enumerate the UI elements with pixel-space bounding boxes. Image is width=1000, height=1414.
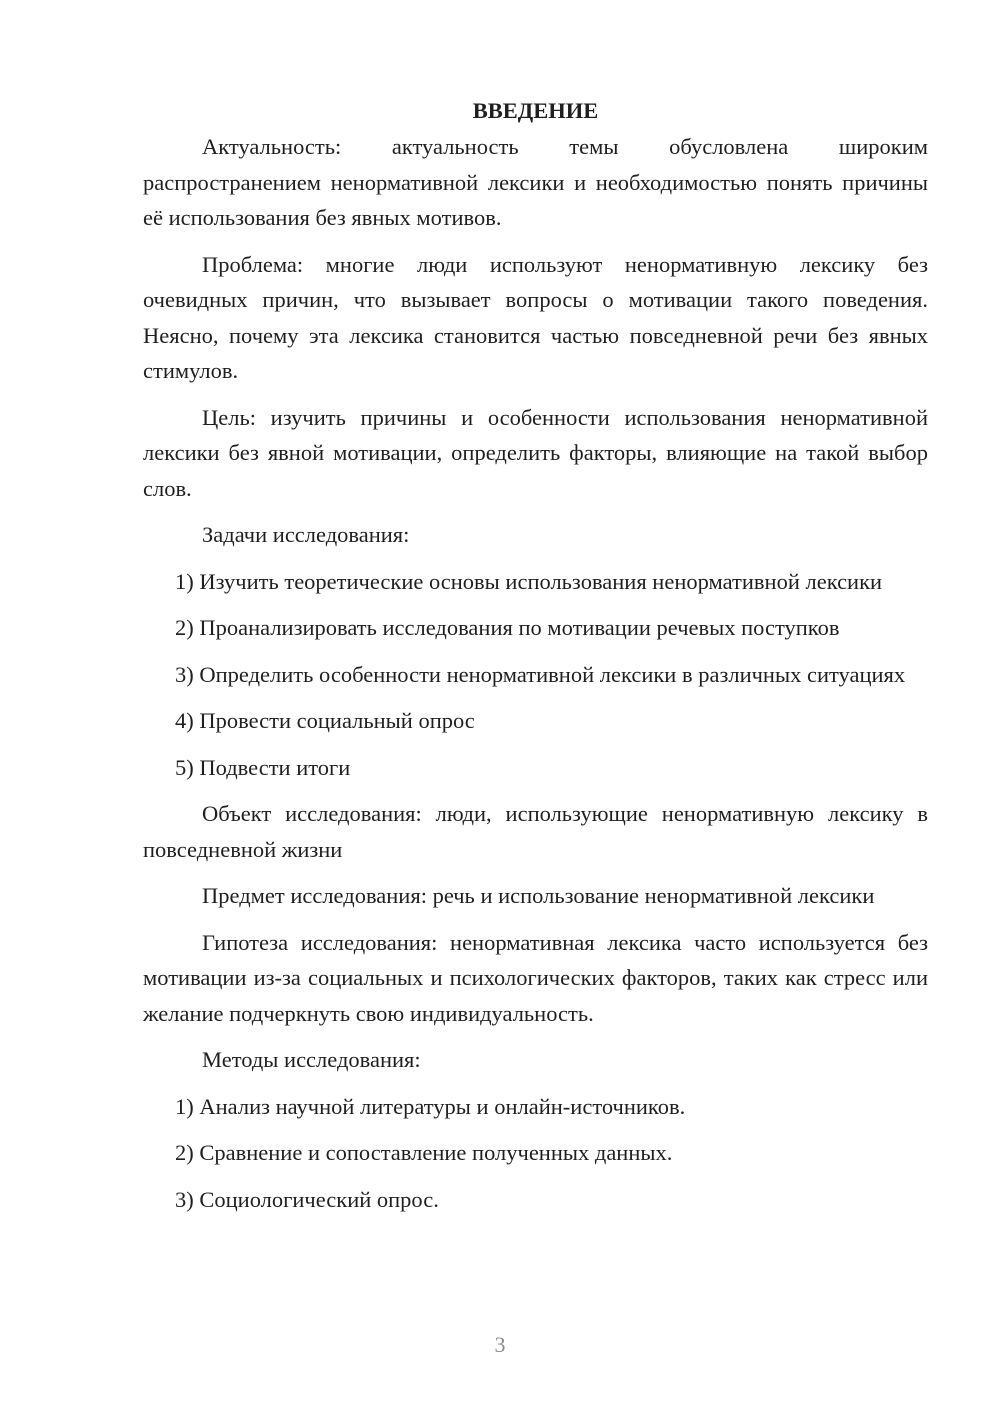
hypothesis-paragraph: Гипотеза исследования: ненормативная лексика часто используется без мотивации из-за социальных и психологических факторов, таких как стресс или желание подчеркнуть свою индивидуальность. — [143, 929, 928, 1026]
task-item: 3) Определить особенности ненормативной лексики в различных ситуациях — [175, 661, 906, 687]
subject-paragraph: Предмет исследования: речь и использование ненормативной лексики — [202, 883, 875, 908]
task-item: 5) Подвести итоги — [175, 754, 351, 780]
task-item: 1) Изучить теоретические основы использования ненормативной лексики — [175, 568, 883, 594]
task-item: 4) Провести социальный опрос — [175, 708, 475, 733]
goal-paragraph: Цель: изучить причины и особенности использования ненормативной лексики без явной мотивации, определить факторы, влияющие на такой выбор слов. — [143, 404, 928, 501]
page-number: 3 — [494, 1332, 506, 1357]
task-item: 2) Проанализировать исследования по мотивации речевых поступков — [175, 615, 840, 640]
methods-heading: Методы исследования: — [202, 1047, 421, 1072]
method-item: 1) Анализ научной литературы и онлайн-источников. — [175, 1093, 686, 1119]
relevance-paragraph: Актуальность: актуальность темы обусловлена широким распространением ненормативной лексики и необходимостью понять причины её использования без явных мотивов. — [143, 134, 928, 230]
tasks-heading: Задачи исследования: — [202, 522, 410, 547]
document-page — [143, 92, 928, 1228]
method-item: 3) Социологический опрос. — [175, 1186, 439, 1212]
page-title: ВВЕДЕНИЕ — [472, 98, 599, 123]
object-paragraph: Объект исследования: люди, использующие ненормативную лексику в повседневной жизни — [143, 801, 928, 862]
method-item: 2) Сравнение и сопоставление полученных данных. — [175, 1140, 673, 1165]
problem-paragraph: Проблема: многие люди используют ненормативную лексику без очевидных причин, что вызывает вопросы о мотивации такого поведения. Неясно, почему эта лексика становится частью повседневной речи без явных стимулов. — [143, 251, 928, 383]
